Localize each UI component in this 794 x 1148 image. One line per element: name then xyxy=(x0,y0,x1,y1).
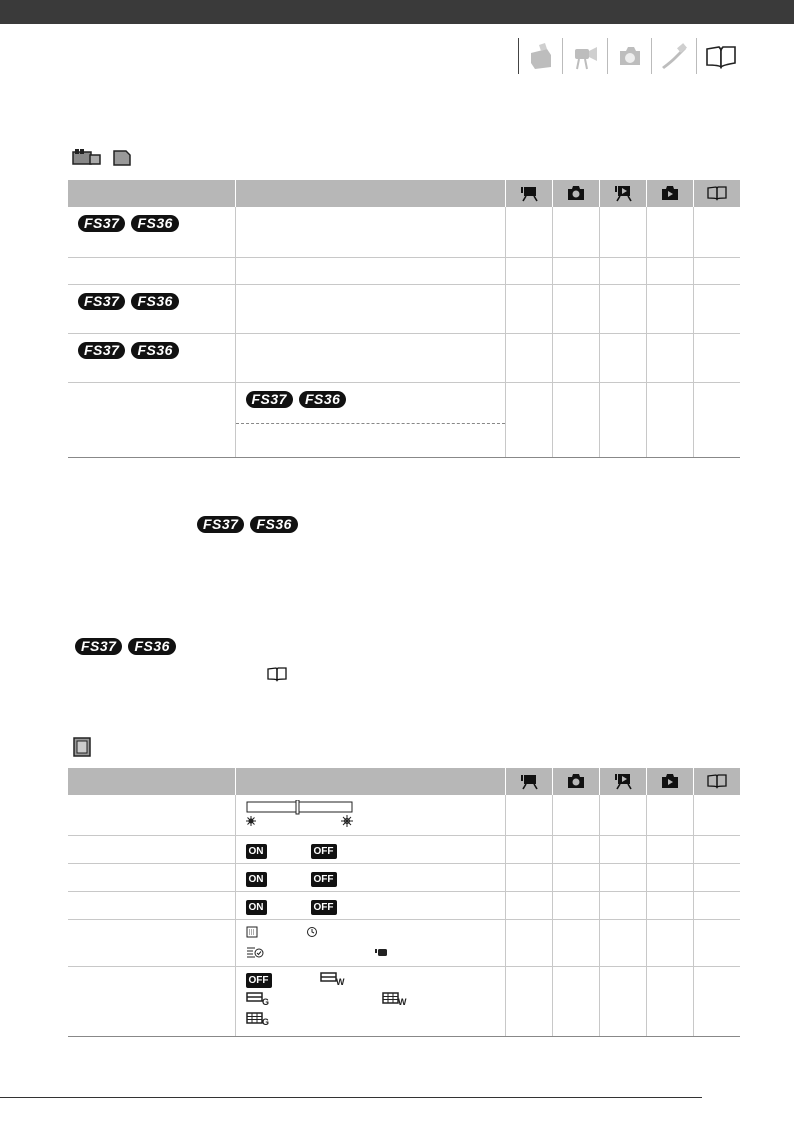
page-reference-icon xyxy=(707,773,727,789)
brightness-low-icon xyxy=(246,816,256,826)
on-icon: ON xyxy=(246,900,267,915)
off-icon: OFF xyxy=(311,844,337,859)
date-icon xyxy=(246,926,258,938)
display-panel-icon xyxy=(72,736,94,763)
cable-icon[interactable] xyxy=(651,38,695,74)
model-badge: FS37 xyxy=(78,215,125,232)
movie-mode-icon xyxy=(519,772,539,790)
svg-text:G: G xyxy=(261,996,269,1006)
photo-playback-icon xyxy=(660,772,680,790)
model-badge: FS36 xyxy=(131,215,178,232)
model-badges-inline: FS37 FS36 xyxy=(197,516,298,534)
marker-level-gray-icon xyxy=(246,992,272,1006)
model-badge: FS37 xyxy=(78,342,125,359)
model-badge: FS36 xyxy=(299,391,346,408)
model-badge: FS36 xyxy=(131,342,178,359)
top-bar xyxy=(0,0,794,24)
time-icon xyxy=(306,926,318,938)
movie-mode-icon xyxy=(519,184,539,202)
date-time-icon xyxy=(246,946,264,958)
off-icon: OFF xyxy=(246,973,272,988)
chapter-nav xyxy=(518,38,740,74)
marker-grid-gray-icon xyxy=(246,1012,272,1026)
svg-text:W: W xyxy=(335,976,345,986)
settings-table-1 xyxy=(68,180,740,458)
camera-icon[interactable] xyxy=(607,38,651,74)
model-badge: FS37 xyxy=(246,391,293,408)
card-icon xyxy=(112,148,132,171)
camcorder-icon[interactable] xyxy=(562,38,606,74)
svg-text:G: G xyxy=(261,1016,269,1026)
photo-playback-icon xyxy=(660,184,680,202)
svg-text:W: W xyxy=(397,996,407,1006)
footer-rule xyxy=(0,1097,702,1098)
page-reference-icon xyxy=(707,185,727,201)
off-icon: OFF xyxy=(311,872,337,887)
page-reference-icon xyxy=(267,666,287,687)
photo-mode-icon xyxy=(566,772,586,790)
marker-grid-white-icon xyxy=(382,992,408,1006)
book-icon[interactable] xyxy=(696,38,740,74)
photo-mode-icon xyxy=(566,184,586,202)
model-badge: FS37 xyxy=(78,293,125,310)
camera-data-icon xyxy=(374,946,388,958)
settings-table-2 xyxy=(68,768,740,1037)
brightness-slider[interactable] xyxy=(246,800,376,830)
model-badges-inline: FS37 FS36 xyxy=(75,638,176,656)
movie-playback-icon xyxy=(613,184,633,202)
brightness-high-icon xyxy=(341,815,353,827)
dashed-divider xyxy=(236,423,505,424)
model-badge: FS36 xyxy=(131,293,178,310)
memory-card-icon xyxy=(72,148,102,171)
camcorder-box-icon[interactable] xyxy=(518,38,562,74)
on-icon: ON xyxy=(246,844,267,859)
off-icon: OFF xyxy=(311,900,337,915)
on-icon: ON xyxy=(246,872,267,887)
movie-playback-icon xyxy=(613,772,633,790)
marker-level-white-icon xyxy=(320,972,346,986)
